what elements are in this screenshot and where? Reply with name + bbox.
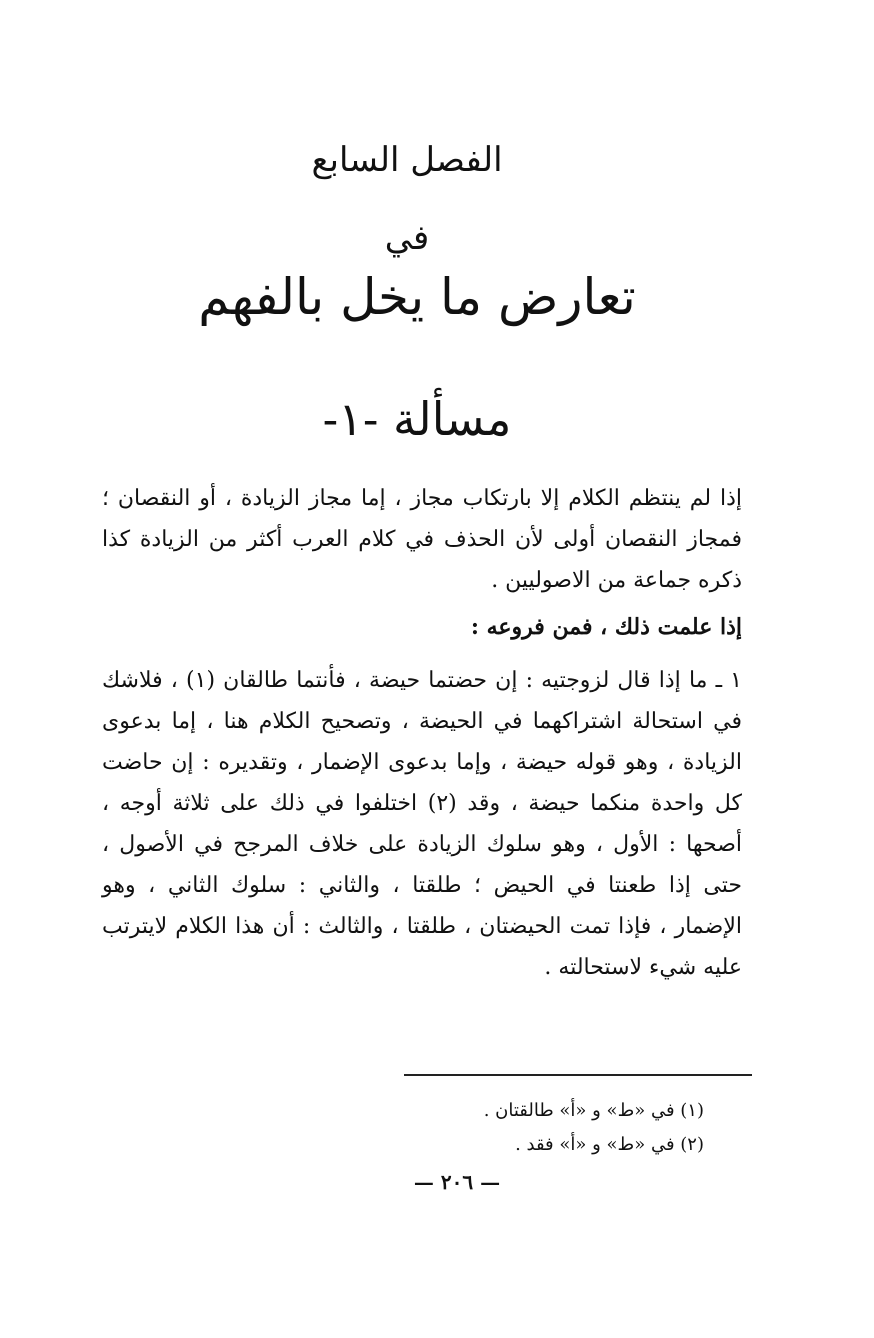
branches-heading: إذا علمت ذلك ، فمن فروعه : <box>470 614 742 640</box>
item-1-paragraph: ١ ـ ما إذا قال لزوجتيه : إن حضتما حيضة ، فأنتما طالقان (١) ، فلاشك في استحالة اشتراكهما في الحيضة ، وتصحيح الكلام هنا ، إما بدعوى الزيادة ، وهو قوله حيضة ، وإما بدعوى الإضمار ، وتقديره : إن حاضت كل واحدة منكما حيضة ، وقد (٢) اختلفوا في ذلك على ثلاثة أوجه ، أصحها : الأول ، وهو سلوك الزيادة على خلاف المرجح في الأصول ، حتى إذا طعنتا في الحيض ؛ طلقتا ، والثاني : سلوك الثاني ، وهو الإضمار ، فإذا تمت الحيضتان ، طلقتا ، والثالث : أن هذا الكلام لايترتب عليه شيء لاستحالته . <box>102 668 742 980</box>
footnote-2: (٢) في «ط» و «أ» فقد . <box>515 1134 704 1155</box>
body-text <box>102 478 742 988</box>
chapter-subtitle: تعارض ما يخل بالفهم <box>198 268 636 326</box>
chapter-fi: في <box>384 218 430 258</box>
chapter-title: الفصل السابع <box>311 140 503 180</box>
issue-title: مسألة -١- <box>322 392 512 446</box>
footnotes <box>284 1094 704 1162</box>
intro-paragraph: إذا لم ينتظم الكلام إلا بارتكاب مجاز ، إما مجاز الزيادة ، أو النقصان ؛ فمجاز النقصان أولى لأن الحذف في كلام العرب أكثر من الزيادة كذا ذكره جماعة من الاصوليين . <box>102 486 742 593</box>
footnote-divider <box>404 1074 752 1076</box>
footnote-1: (١) في «ط» و «أ» طالقتان . <box>483 1100 704 1121</box>
page-number: — ٢٠٦ — <box>413 1170 501 1194</box>
